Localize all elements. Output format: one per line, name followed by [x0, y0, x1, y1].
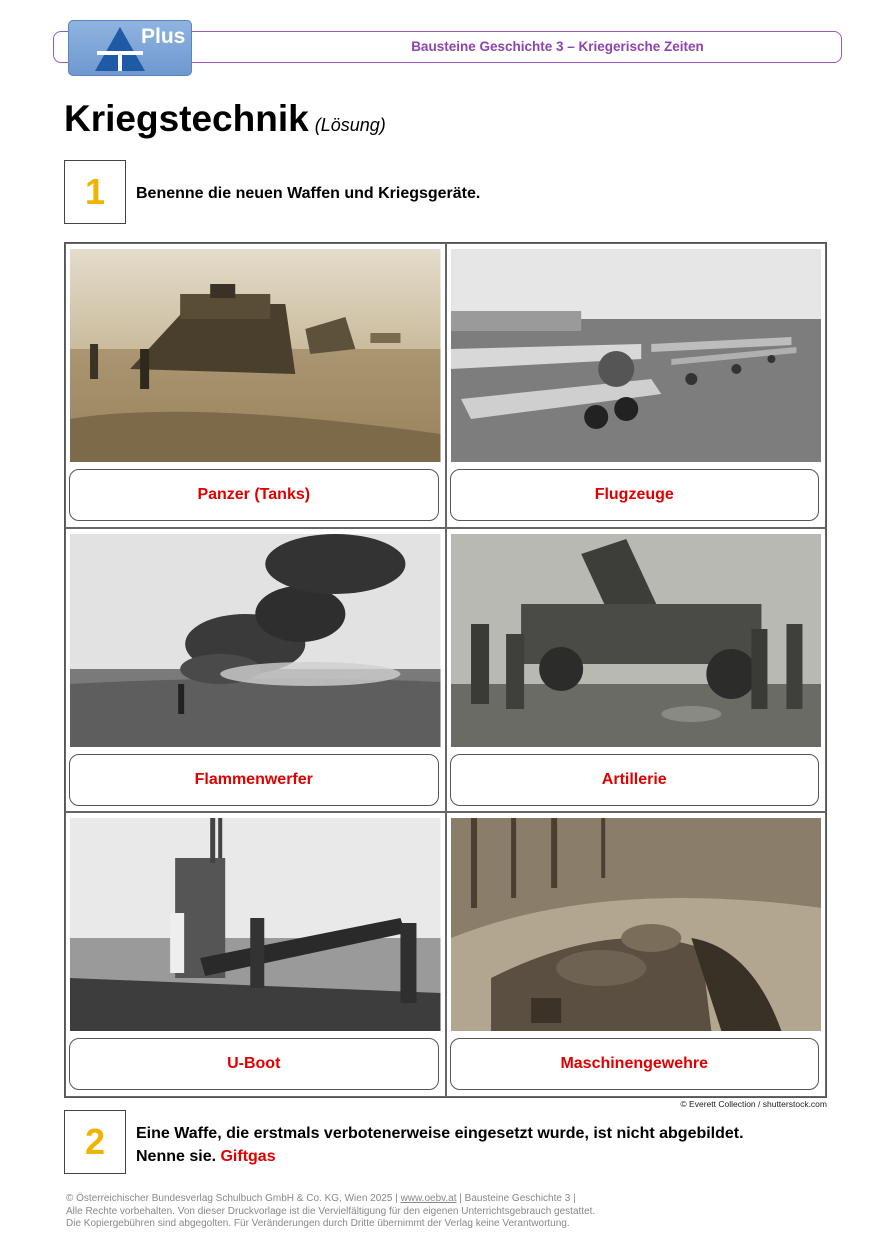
task-number-1: 1 — [64, 160, 126, 224]
photo-flamethrower — [70, 534, 441, 747]
header-title: Bausteine Geschichte 3 – Kriegerische Zeiten — [411, 39, 704, 54]
plus-logo — [68, 20, 192, 76]
answer-box: Panzer (Tanks) — [69, 469, 439, 521]
task-2-line2 — [136, 1145, 744, 1168]
footer-line2: Alle Rechte vorbehalten. Von dieser Druckvorlage ist die Vervielfältigung für den eigenen Unterrichtsgebrauch gestattet. — [66, 1205, 596, 1217]
task-2-line1: Eine Waffe, die erstmals verbotenerweise eingesetzt wurde, ist nicht abgebildet. — [136, 1125, 744, 1142]
footer-series: | Bausteine Geschichte 3 | — [459, 1193, 576, 1204]
card-flamethrower — [65, 528, 446, 813]
photo-machineguns — [451, 818, 822, 1031]
triangle-logo-icon — [93, 25, 147, 73]
answer-box: Artillerie — [450, 754, 820, 806]
photo-submarine — [70, 818, 441, 1031]
footer — [66, 1193, 595, 1231]
photo-planes — [451, 249, 822, 462]
answer-box: Flammenwerfer — [69, 754, 439, 806]
footer-link[interactable]: www.oebv.at — [400, 1193, 457, 1204]
card-planes — [446, 243, 827, 528]
task-2-answer: Giftgas — [220, 1148, 276, 1165]
footer-line3: Die Kopiergebühren sind abgegolten. Für Veränderungen durch Dritte übernimmt der Verlag keine Verantwortung. — [66, 1218, 570, 1229]
image-grid — [64, 242, 827, 1098]
answer-box: U-Boot — [69, 1038, 439, 1090]
card-tanks — [65, 243, 446, 528]
page-title-text: Kriegstechnik — [64, 98, 309, 139]
task-2-text — [136, 1122, 744, 1168]
answer-box: Maschinengewehre — [450, 1038, 820, 1090]
footer-copyright: © Österreichischer Bundesverlag Schulbuch GmbH & Co. KG, Wien 2025 | — [66, 1193, 398, 1204]
page-subtitle: (Lösung) — [314, 115, 386, 135]
answer-box: Flugzeuge — [450, 469, 820, 521]
task-2-prompt: Nenne sie. — [136, 1148, 217, 1165]
footer-line1 — [66, 1193, 595, 1206]
card-machineguns — [446, 812, 827, 1097]
photo-artillery — [451, 534, 822, 747]
photo-tanks — [70, 249, 441, 462]
task-1-text: Benenne die neuen Waffen und Kriegsgeräte. — [136, 185, 481, 202]
card-submarine — [65, 812, 446, 1097]
photo-credit: © Everett Collection / shutterstock.com — [680, 1099, 827, 1109]
card-artillery — [446, 528, 827, 813]
page-title — [64, 98, 386, 140]
task-number-2: 2 — [64, 1110, 126, 1174]
logo-text: Plus — [141, 25, 186, 48]
